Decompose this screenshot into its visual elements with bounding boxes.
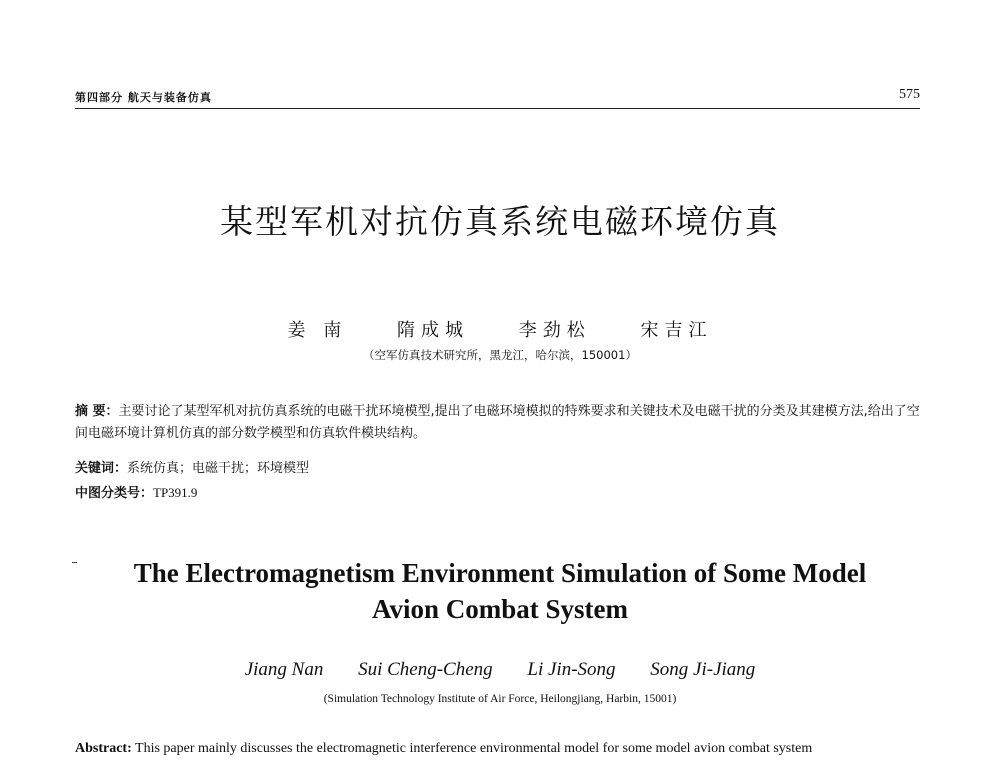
english-title (0, 555, 1000, 627)
keywords-label: 关键词： (75, 461, 128, 476)
author-name: 姜 南 (287, 320, 348, 341)
author-name: 宋吉江 (640, 320, 713, 341)
chinese-abstract (75, 401, 925, 445)
english-authors (0, 659, 1000, 681)
author-name: Sui Cheng-Cheng (358, 659, 493, 680)
english-title-line: The Electromagnetism Environment Simulation of Some Model (133, 558, 867, 588)
keywords-text: 系统仿真；电磁干扰；环境模型 (127, 461, 310, 476)
abstract-text: This paper mainly discusses the electromagnetic interference environmental model for some model avion combat system (135, 741, 813, 756)
chinese-affiliation: （空军仿真技术研究所，黑龙江，哈尔滨，150001） (363, 348, 637, 362)
english-title-line: Avion Combat System (372, 594, 628, 624)
page-number: 575 (899, 87, 920, 102)
classification-label: 中图分类号： (75, 486, 154, 501)
abstract-label: Abstract: (75, 741, 132, 756)
chinese-authors (0, 316, 1000, 342)
author-name: Jiang Nan (244, 659, 324, 680)
english-abstract (75, 741, 935, 757)
author-name: 李劲松 (518, 320, 591, 341)
classification-line (75, 482, 197, 501)
section-title: 第四部分 航天与装备仿真 (75, 91, 212, 104)
author-name: Li Jin-Song (527, 659, 616, 680)
abstract-text: 主要讨论了某型军机对抗仿真系统的电磁干扰环境模型,提出了电磁环境模拟的特殊要求和关键技术及电磁干扰的分类及其建模方法,给出了空间电磁环境计算机仿真的部分数学模型和仿真软件模块结构。 (75, 404, 920, 441)
abstract-label: 摘 要： (75, 404, 119, 419)
keywords-line (75, 457, 309, 476)
author-name: Song Ji-Jiang (650, 659, 756, 680)
english-affiliation: (Simulation Technology Institute of Air Force, Heilongjiang, Harbin, 15001) (323, 693, 677, 705)
classification-code: TP391.9 (153, 485, 198, 500)
chinese-title: 某型军机对抗仿真系统电磁环境仿真 (220, 202, 780, 241)
running-head (75, 88, 920, 109)
author-name: 隋成城 (397, 320, 469, 341)
